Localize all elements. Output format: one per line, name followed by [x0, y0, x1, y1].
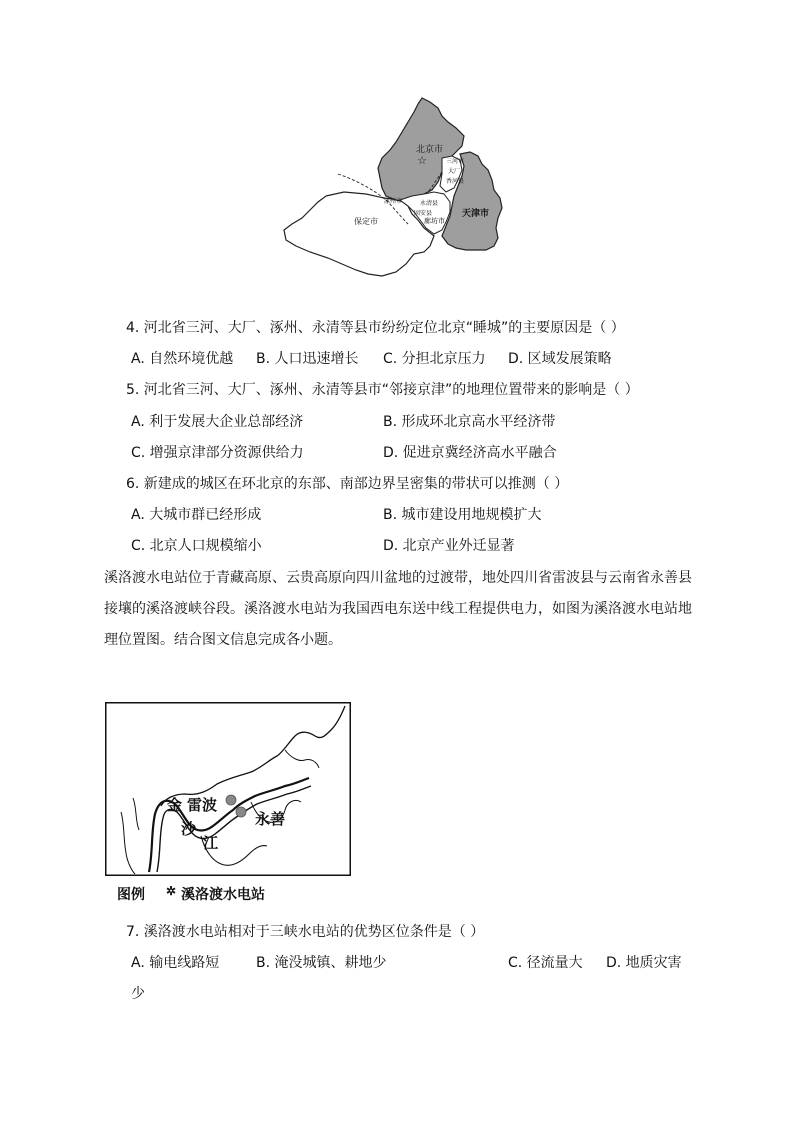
question-7-stem: 7. 溪洛渡水电站相对于三峡水电站的优势区位条件是（ ） [126, 924, 485, 940]
map-label-xianghe: 香河县 [446, 178, 465, 185]
beijing-region-map-svg [282, 94, 512, 280]
map-label-guan: 固安县 [414, 210, 433, 217]
map-label-jin: 金 [167, 796, 183, 814]
map-label-langfang: 廊坊市 [424, 217, 445, 225]
map-label-yongshan: 永善 [255, 810, 286, 828]
question-7-option-b: B. 淹没城镇、耕地少 [256, 955, 387, 971]
map-label-yongqing: 永清县 [420, 200, 439, 207]
map-label-tianjin: 天津市 [462, 209, 490, 219]
question-5-option-d: D. 促进京冀经济高水平融合 [383, 445, 557, 461]
question-6-option-b: B. 城市建设用地规模扩大 [383, 507, 542, 523]
xiluodu-location-map [105, 702, 351, 876]
question-5-option-b: B. 形成环北京高水平经济带 [383, 414, 556, 430]
xiluodu-location-map-svg [105, 702, 351, 876]
question-6-option-c: C. 北京人口规模缩小 [131, 538, 262, 554]
question-5-stem: 5. 河北省三河、大厂、涿州、永清等县市“邻接京津”的地理位置带来的影响是（ ） [126, 382, 639, 398]
legend-title: 图例 [117, 887, 145, 903]
map-label-sanhe: 三河市 [446, 158, 465, 165]
question-6-stem: 6. 新建成的城区在环北京的东部、南部边界呈密集的带状可以推测（ ） [126, 476, 569, 492]
question-7-option-d-continued: 少 [131, 986, 145, 1002]
map-label-beijing: 北京市 [416, 145, 444, 155]
legend-station-label: 溪洛渡水电站 [181, 887, 265, 903]
question-6-option-d: D. 北京产业外迁显著 [383, 538, 515, 554]
beijing-region-map [282, 94, 512, 280]
passage-line-1: 溪洛渡水电站位于青藏高原、云贵高原向四川盆地的过渡带，地处四川省雷波县与云南省永善县 [104, 570, 692, 586]
question-7-option-c: C. 径流量大 [508, 955, 583, 971]
question-4-option-b: B. 人口迅速增长 [256, 351, 359, 367]
map-label-zhuozhou: 涿州市 [384, 198, 403, 205]
question-4-stem: 4. 河北省三河、大厂、涿州、永清等县市纷纷定位北京“睡城”的主要原因是（ ） [126, 320, 625, 336]
question-7-option-a: A. 输电线路短 [131, 955, 220, 971]
map-label-leibo: 雷波 [187, 796, 218, 814]
beijing-star-icon: ☆ [417, 154, 427, 167]
question-4-option-d: D. 区域发展策略 [508, 351, 612, 367]
map-label-baoding: 保定市 [354, 217, 378, 226]
question-5-option-c: C. 增强京津部分资源供给力 [131, 445, 304, 461]
passage-line-2: 接壤的溪洛渡峡谷段。溪洛渡水电站为我国西电东送中线工程提供电力，如图为溪洛渡水电站地 [104, 601, 692, 617]
question-4-option-c: C. 分担北京压力 [383, 351, 486, 367]
map-label-sha: 沙 [181, 820, 197, 838]
question-7-option-d: D. 地质灾害 [606, 955, 682, 971]
question-5-option-a: A. 利于发展大企业总部经济 [131, 414, 304, 430]
passage-line-3: 理位置图。结合图文信息完成各小题。 [104, 632, 342, 648]
map-label-dachang: 大厂 [448, 168, 461, 175]
legend-station-icon: ✲ [166, 884, 177, 898]
question-4-option-a: A. 自然环境优越 [131, 351, 234, 367]
question-6-option-a: A. 大城市群已经形成 [131, 507, 262, 523]
map-label-jiang: 江 [203, 834, 219, 852]
